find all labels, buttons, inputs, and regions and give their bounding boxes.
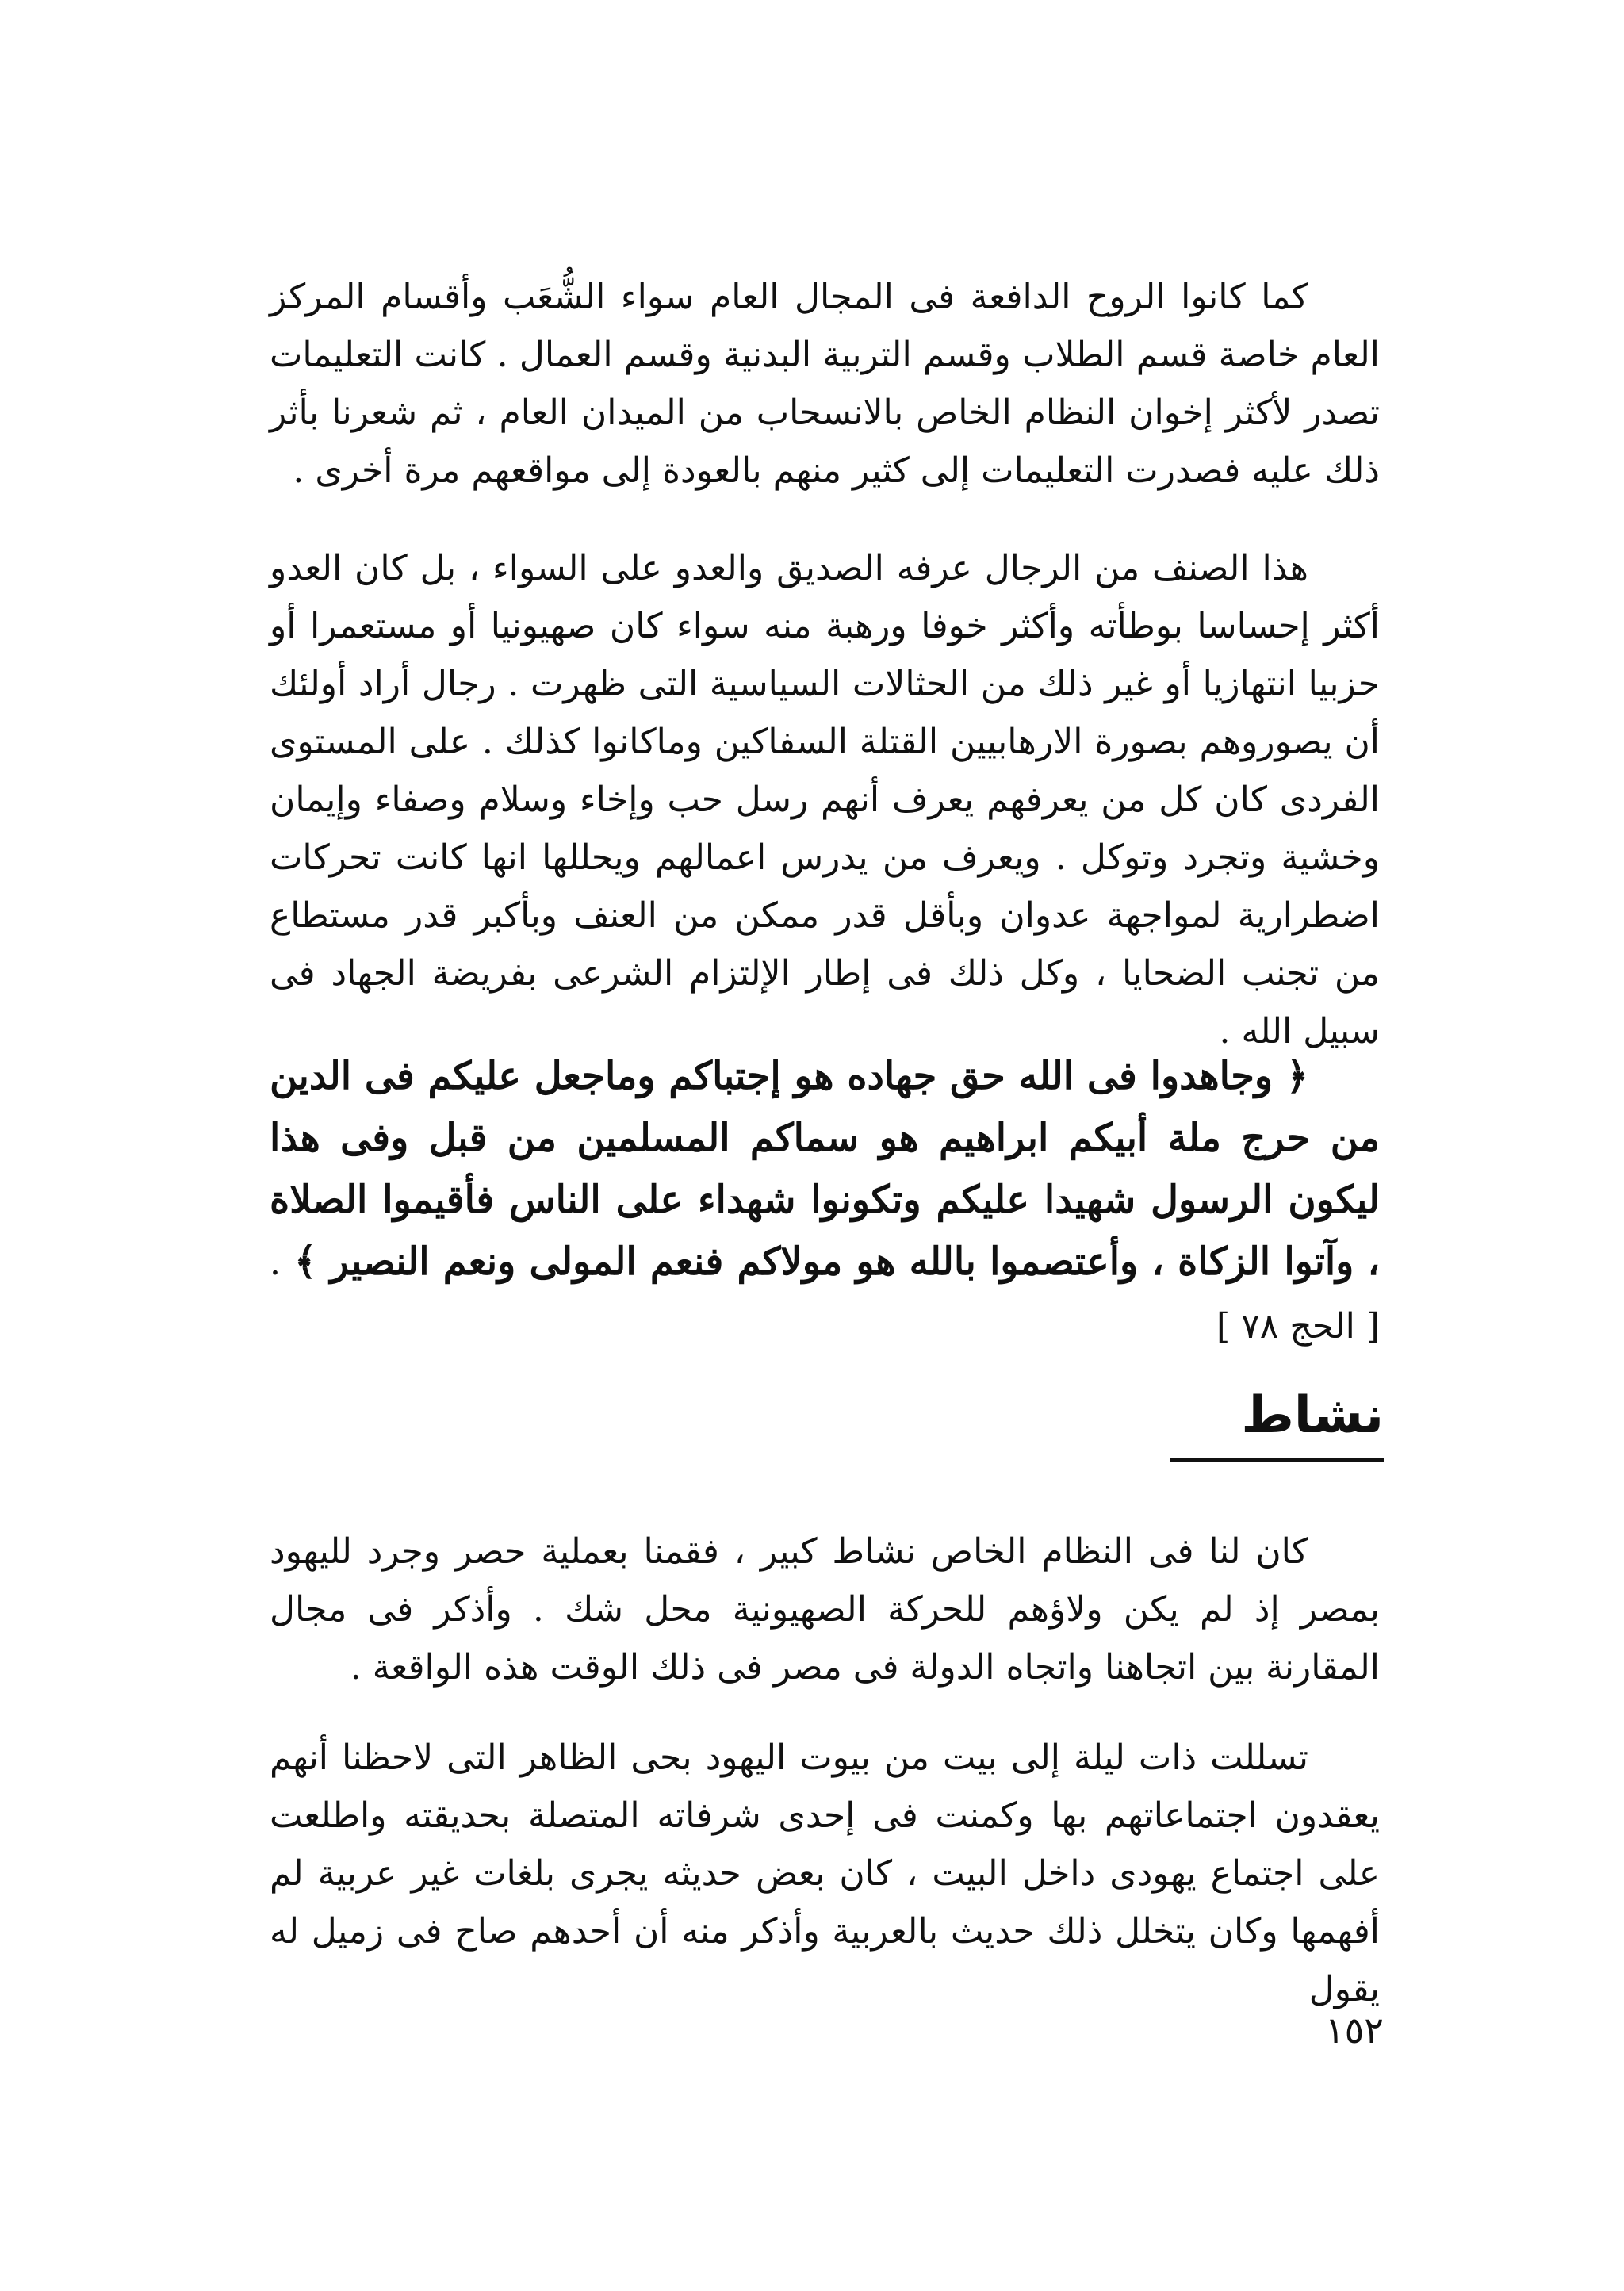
paragraph-4: تسللت ذات ليلة إلى بيت من بيوت اليهود بحى الظاهر التى لاحظنا أنهم يعقدون اجتماعاتهم بها وكمنت فى إحدى شرفاته المتصلة بحديقته واطلعت على اجتماع يهودى داخل البيت ، كان بعض حديثه يجرى بلغات غير عربية لم أفهمها وكان يتخلل ذلك حديث بالعربية وأذكر منه أن أحدهم صاح فى زميل له يقول bbox=[270, 1737, 1380, 2009]
section-heading: نشاط bbox=[1241, 1386, 1384, 1445]
quran-reference: . [ الحج ٧٨ ] bbox=[270, 1243, 1380, 1347]
heading-underline bbox=[1170, 1458, 1384, 1462]
paragraph-1: كما كانوا الروح الدافعة فى المجال العام سواء الشُّعَب وأقسام المركز العام خاصة قسم الطلاب وقسم التربية البدنية وقسم العمال . كانت التعليمات تصدر لأكثر إخوان النظام الخاص بالانسحاب من الميدان العام ، ثم شعرنا بأثر ذلك عليه فصدرت التعليمات إلى كثير منهم بالعودة إلى مواقعهم مرة أخرى . bbox=[270, 277, 1380, 491]
quran-verse: ﴿ وجاهدوا فى الله حق جهاده هو إجتباكم وماجعل عليكم فى الدين من حرج ملة أبيكم ابراهيم هو سماكم المسلمين من قبل وفى هذا ليكون الرسول شهيدا عليكم وتكونوا شهداء على الناس فأقيموا الصلاة ، وآتوا الزكاة ، وأعتصموا بالله هو مولاكم فنعم المولى ونعم النصير ﴾ bbox=[270, 1054, 1381, 1284]
paragraph-2: هذا الصنف من الرجال عرفه الصديق والعدو على السواء ، بل كان العدو أكثر إحساسا بوطأته وأكثر خوفا ورهبة منه سواء كان صهيونيا أو مستعمرا أو حزبيا انتهازيا أو غير ذلك من الحثالات السياسية التى ظهرت . رجال أراد أولئك أن يصوروهم بصورة الارهابيين القتلة السفاكين وماكانوا كذلك . على المستوى الفردى كان كل من يعرفهم يعرف أنهم رسل حب وإخاء وسلام وصفاء وإيمان وخشية وتجرد وتوكل . ويعرف من يدرس اعمالهم ويحللها انها كانت تحركات اضطرارية لمواجهة عدوان وبأقل قدر ممكن من العنف وبأكبر قدر مستطاع من تجنب الضحايا ، وكل ذلك فى إطار الإلتزام الشرعى بفريضة الجهاد فى سبيل الله . bbox=[270, 548, 1380, 1052]
quran-verse-block bbox=[270, 1045, 1380, 1358]
paragraph-3: كان لنا فى النظام الخاص نشاط كبير ، فقمنا بعملية حصر وجرد لليهود بمصر إذ لم يكن ولاؤهم للحركة الصهيونية محل شك . وأذكر فى مجال المقارنة بين اتجاهنا واتجاه الدولة فى مصر فى ذلك الوقت هذه الواقعة . bbox=[270, 1531, 1380, 1688]
page-number: ١٥٢ bbox=[1324, 2009, 1384, 2052]
